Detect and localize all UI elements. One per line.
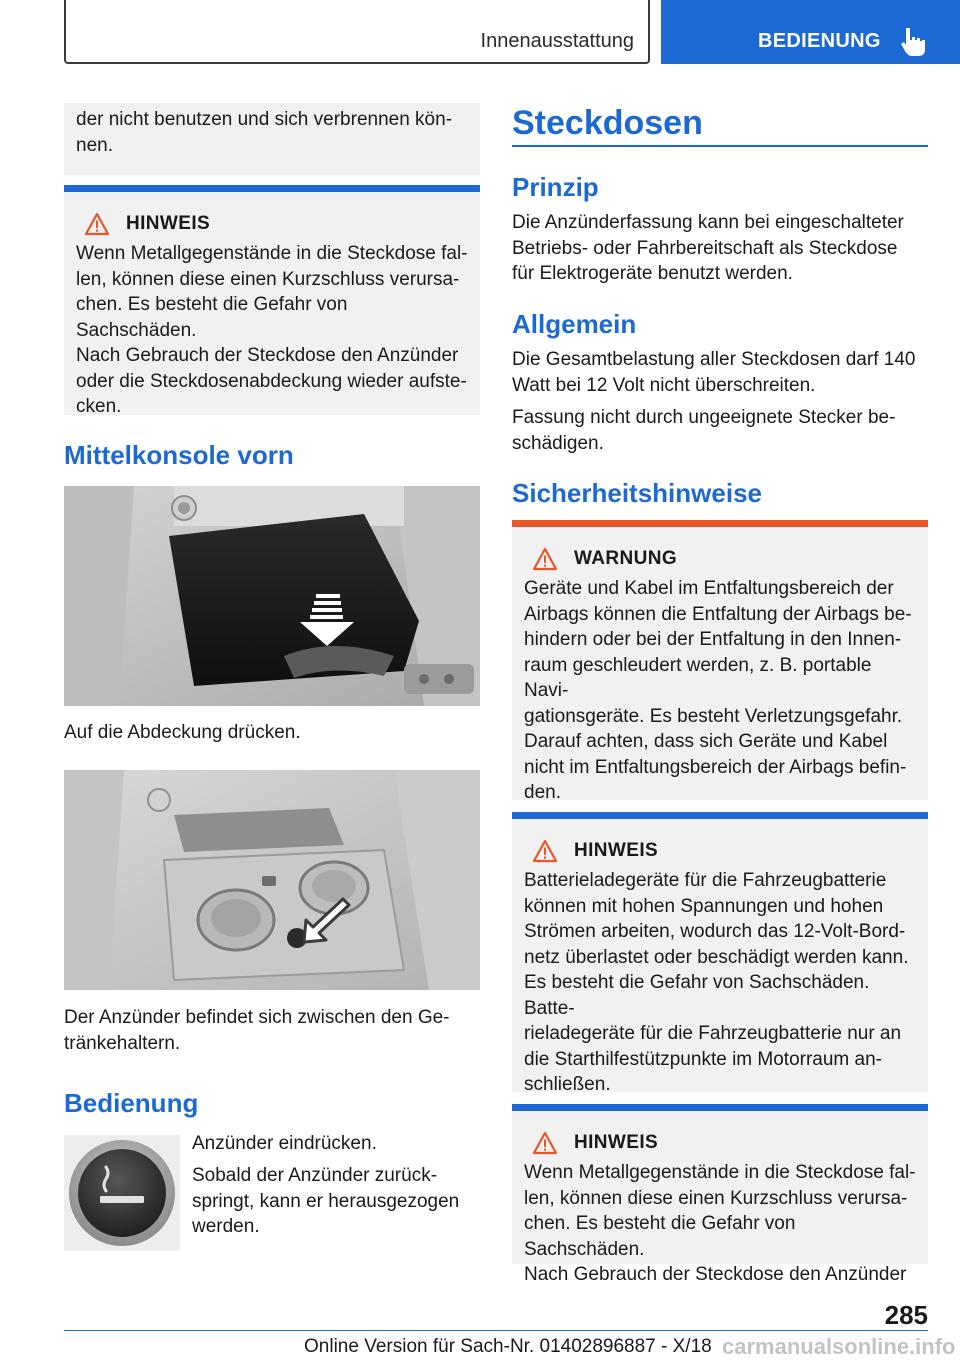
note-header [524,1128,916,1158]
lighter-button-image [64,1135,180,1251]
lighter-location-illustration [64,770,480,990]
warning-triangle-icon [532,547,558,571]
console-cover-illustration [64,486,480,706]
header-chapter-label: BEDIENUNG [758,30,881,52]
caption-photo-1: Auf die Abdeckung drücken. [64,722,301,743]
header-chapter-tab [661,0,960,64]
note-warnung [512,520,928,803]
photo-lighter-location [64,770,480,990]
header-section-label: Innenausstattung [480,30,634,52]
note-text: Batterieladegeräte für die Fahrzeugbatterie können mit hohen Spannungen und hohen Strömen arbeiten, wodurch das 12-Volt-Bord- netz überlastet oder beschädigt werden kann. Es besteht die Gefahr von Sachschäden. Batte- rieladegeräte für die Fahrzeugbatterie nur an die Starthilfestützpunkte im Motorraum an- schließen. [524,870,909,1095]
allgemein-text-2: Fassung nicht durch ungeeignete Stecker be- schädigen. [512,407,896,454]
heading-bedienung: Bedienung [64,1088,199,1118]
warning-triangle-icon [84,212,110,236]
note-bar [64,185,480,192]
note-bar [512,1104,928,1111]
continued-note-box [64,103,480,175]
note-hinweis-left [64,185,480,415]
page-title: Steckdosen [512,104,703,142]
footer-watermark: carmanualsonline.info [722,1334,956,1359]
heading-allgemein: Allgemein [512,309,637,339]
note-text: Wenn Metallgegenstände in die Steckdose fal- len, können diese einen Kurzschluss verursa- chen. Es besteht die Gefahr von Sachschäden. Nach Gebrauch der Steckdose den Anzünder [524,1162,916,1285]
note-text: Wenn Metallgegenstände in die Steckdose fal- len, können diese einen Kurzschluss verursa- chen. Es besteht die Gefahr von Sachschäden. Nach Gebrauch der Steckdose den Anzünder oder die Steckdosenabdeckung wieder aufste- cken. [76,243,468,417]
allgemein-text-1: Die Gesamtbelastung aller Steckdosen darf 140 Watt bei 12 Volt nicht überschreiten. [512,349,916,396]
note-hinweis-metal [512,1104,928,1285]
footer-rule [64,1330,928,1331]
header-section-tab [64,0,650,64]
caption-photo-2: Der Anzünder befindet sich zwischen den Ge- tränkehaltern. [64,1007,450,1054]
photo-console-cover [64,486,480,706]
heading-prinzip: Prinzip [512,172,599,202]
note-bar [512,812,928,819]
page-number: 285 [884,1300,928,1330]
note-header [76,209,468,239]
prinzip-text: Die Anzünderfassung kann bei eingeschalteter Betriebs- oder Fahrbereitschaft als Steckdose für Elektrogeräte benutzt werden. [512,212,904,284]
note-hinweis-battery [512,812,928,1095]
cigarette-lighter-icon [64,1135,180,1251]
title-underline [512,145,928,147]
note-title: HINWEIS [126,213,211,234]
note-header [524,544,916,574]
warning-triangle-icon [532,1131,558,1155]
step-1: Anzünder eindrücken. [192,1133,377,1154]
hand-pointer-icon [897,26,929,58]
warning-triangle-icon [532,839,558,863]
continued-note-text: der nicht benutzen und sich verbrennen kön- nen. [76,109,453,156]
note-title: HINWEIS [574,1132,659,1153]
note-title: HINWEIS [574,840,659,861]
note-bar [512,520,928,527]
step-2: Sobald der Anzünder zurück- springt, kann er herausgezogen werden. [192,1165,460,1237]
note-title: WARNUNG [574,548,678,569]
heading-mittelkonsole: Mittelkonsole vorn [64,440,294,470]
note-text: Geräte und Kabel im Entfaltungsbereich der Airbags können die Entfaltung der Airbags be- hindern oder bei der Entfaltung in den Innen- raum geschleudert werden, z. B. portable Navi- gationsgeräte. Es besteht Verletzungsgefahr. Darauf achten, dass sich Geräte und Kabel nicht im Entfaltungsbereich der Airbags befin- den. [524,578,912,803]
heading-sicherheitshinweise: Sicherheitshinweise [512,478,762,508]
note-header [524,836,916,866]
footer-online-version: Online Version für Sach-Nr. 01402896887 - X/18 [304,1336,712,1357]
